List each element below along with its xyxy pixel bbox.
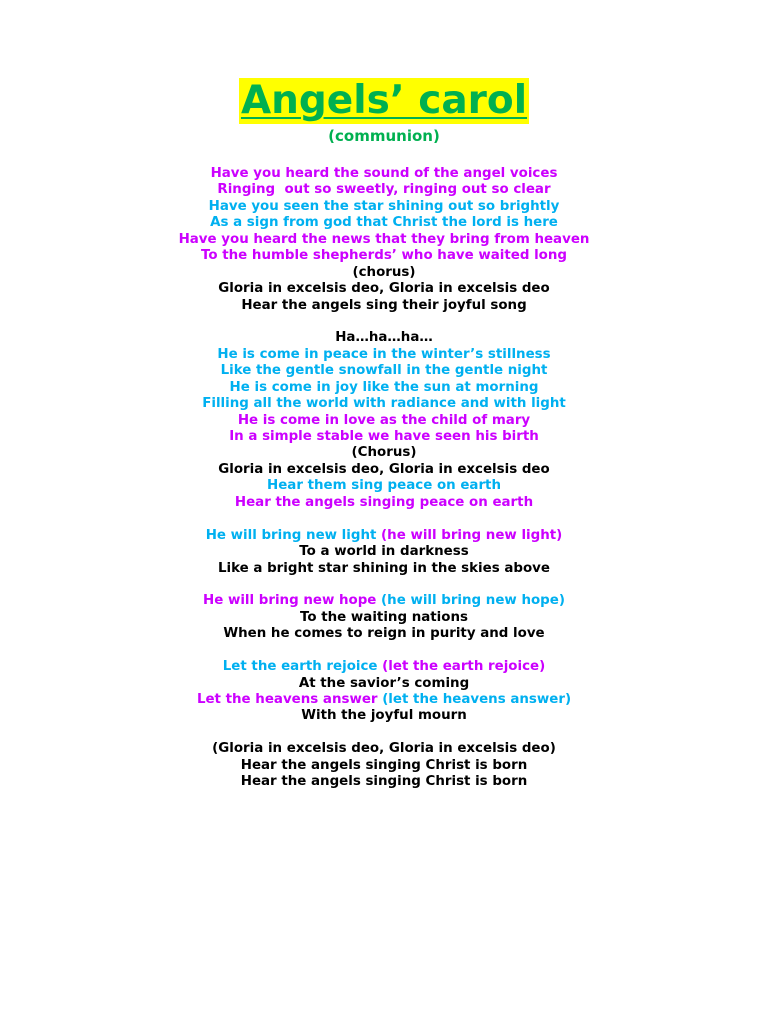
title-container xyxy=(0,78,768,124)
page-subtitle: (communion) xyxy=(328,127,440,145)
lyric-segment: In a simple stable we have seen his birth xyxy=(229,429,539,444)
lyric-line xyxy=(0,462,768,478)
lyric-line xyxy=(0,281,768,297)
lyric-segment: Have you heard the sound of the angel voices xyxy=(210,166,558,181)
lyric-segment: (Chorus) xyxy=(351,445,417,461)
lyric-segment: (let the heavens answer) xyxy=(382,692,572,707)
lyric-line xyxy=(0,265,768,281)
lyric-segment: (Gloria in excelsis deo, Gloria in excelsis deo) xyxy=(212,741,556,757)
lyrics-body xyxy=(0,166,768,791)
lyric-line xyxy=(0,561,768,577)
lyric-segment: Gloria in excelsis deo, Gloria in excelsis deo xyxy=(218,461,550,477)
lyric-line xyxy=(0,413,768,429)
lyric-segment: He will bring new hope xyxy=(203,593,382,609)
lyric-segment: He is come in love as the child of mary xyxy=(237,412,531,428)
lyric-line xyxy=(0,495,768,511)
lyric-segment: Hear the angels singing Christ is born xyxy=(240,757,528,773)
lyric-segment: Like the gentle snowfall in the gentle night xyxy=(220,363,548,379)
lyric-line xyxy=(0,528,768,544)
page-title: Angels’ carol xyxy=(240,78,528,123)
lyric-segment: (chorus) xyxy=(352,264,416,280)
lyric-line xyxy=(0,774,768,790)
lyric-segment: Ha…ha…ha… xyxy=(335,330,433,346)
lyric-segment: At the savior’s coming xyxy=(298,675,470,691)
lyric-line xyxy=(0,708,768,724)
lyric-segment: Hear the angels singing peace on earth xyxy=(234,494,534,510)
lyric-line xyxy=(0,166,768,182)
stanza-break xyxy=(0,725,768,741)
lyric-line xyxy=(0,659,768,675)
lyric-line xyxy=(0,429,768,445)
lyric-segment: He is come in peace in the winter’s stillness xyxy=(217,346,551,362)
lyric-line xyxy=(0,741,768,757)
lyric-segment: Hear the angels sing their joyful song xyxy=(241,297,527,313)
lyric-line xyxy=(0,232,768,248)
lyric-line xyxy=(0,330,768,346)
lyric-line xyxy=(0,215,768,231)
lyric-line xyxy=(0,380,768,396)
lyric-segment: When he comes to reign in purity and love xyxy=(223,626,545,642)
lyric-segment: (he will bring new light) xyxy=(381,527,563,543)
stanza-break xyxy=(0,314,768,330)
lyric-segment: Ringing out so sweetly, ringing out so clear xyxy=(217,182,551,198)
lyric-segment: Let the earth rejoice xyxy=(222,659,383,675)
lyric-line xyxy=(0,248,768,264)
lyric-segment: He is come in joy like the sun at morning xyxy=(229,379,539,395)
lyric-segment: With the joyful mourn xyxy=(301,708,467,724)
lyric-line xyxy=(0,298,768,314)
lyric-line xyxy=(0,182,768,198)
lyric-segment: Hear the angels singing Christ is born xyxy=(240,774,528,790)
lyric-segment: (let the earth rejoice) xyxy=(382,659,546,675)
lyric-segment: As a sign from god that Christ the lord is here xyxy=(210,215,558,231)
lyric-segment: Have you heard the news that they bring from heaven xyxy=(178,231,590,247)
lyric-segment: Have you seen the star shining out so brightly xyxy=(208,198,560,214)
lyric-line xyxy=(0,363,768,379)
lyric-line xyxy=(0,347,768,363)
lyric-segment: Let the heavens answer xyxy=(196,692,383,707)
stanza-break xyxy=(0,577,768,593)
lyric-line xyxy=(0,396,768,412)
lyric-segment: Like a bright star shining in the skies above xyxy=(217,560,550,576)
lyric-line xyxy=(0,199,768,215)
stanza-break xyxy=(0,511,768,527)
stanza-break xyxy=(0,643,768,659)
lyric-segment: To a world in darkness xyxy=(299,544,469,560)
lyric-segment: He will bring new light xyxy=(205,527,382,543)
lyric-line xyxy=(0,610,768,626)
lyric-segment: Gloria in excelsis deo, Gloria in excelsis deo xyxy=(218,281,550,297)
lyric-segment: Filling all the world with radiance and with light xyxy=(202,396,566,412)
lyric-segment: (he will bring new hope) xyxy=(381,593,565,609)
lyric-line xyxy=(0,758,768,774)
lyric-line xyxy=(0,544,768,560)
lyric-line xyxy=(0,478,768,494)
lyric-line xyxy=(0,445,768,461)
lyric-line xyxy=(0,692,768,708)
lyric-line xyxy=(0,626,768,642)
lyric-segment: Hear them sing peace on earth xyxy=(267,478,501,494)
lyric-line xyxy=(0,676,768,692)
lyric-segment: To the waiting nations xyxy=(300,609,468,625)
lyric-line xyxy=(0,593,768,609)
lyric-segment: To the humble shepherds’ who have waited long xyxy=(201,248,567,264)
